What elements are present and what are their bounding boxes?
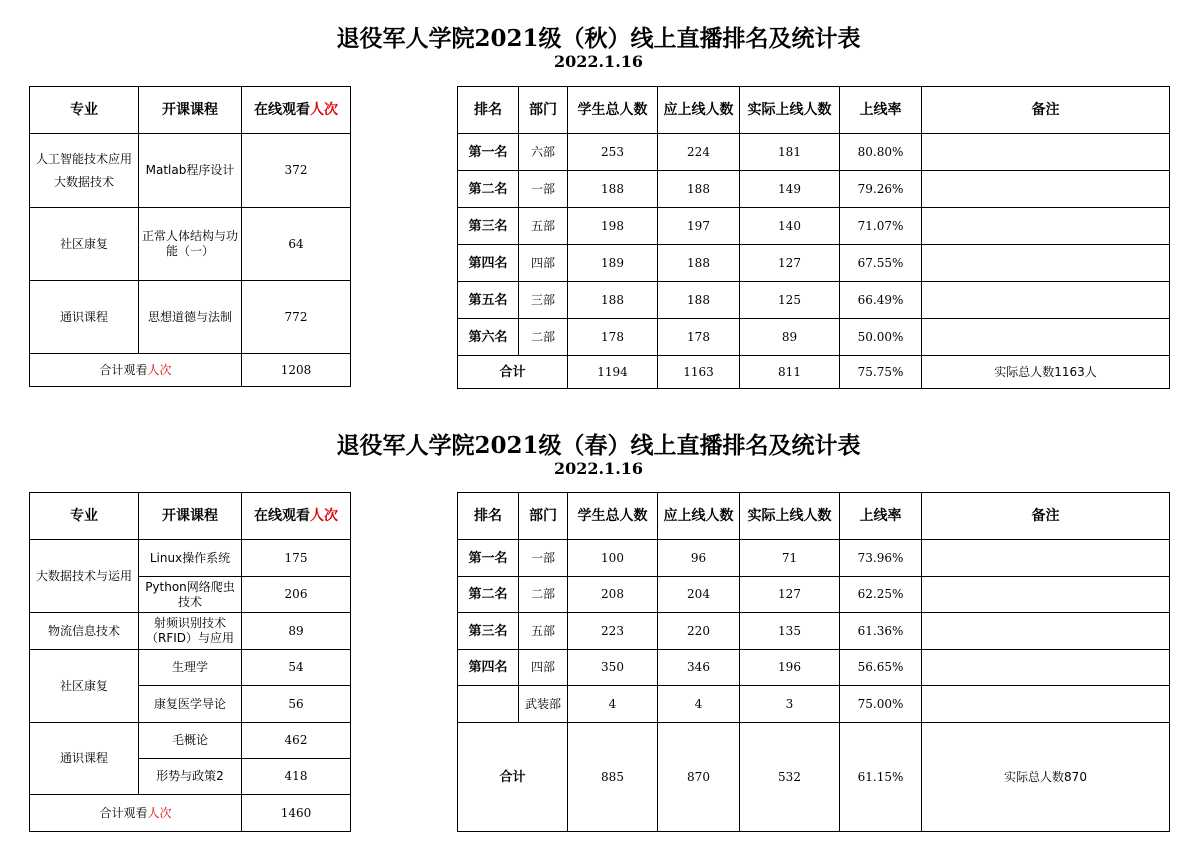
table-row bbox=[458, 208, 1170, 245]
rate-cell: 61.36% bbox=[840, 613, 922, 650]
actual-cell: 127 bbox=[740, 577, 840, 613]
students-cell: 100 bbox=[568, 540, 658, 577]
total-note: 实际总人数1163人 bbox=[922, 356, 1170, 389]
rate-cell: 62.25% bbox=[840, 577, 922, 613]
note-cell bbox=[922, 282, 1170, 319]
expected-cell: 96 bbox=[658, 540, 740, 577]
header-expected: 应上线人数 bbox=[658, 493, 740, 540]
total-students: 1194 bbox=[568, 356, 658, 389]
views-cell: 462 bbox=[242, 723, 351, 759]
views-cell: 418 bbox=[242, 759, 351, 795]
table-row bbox=[30, 613, 351, 650]
total-actual: 811 bbox=[740, 356, 840, 389]
rank-cell: 第一名 bbox=[458, 134, 519, 171]
dept-cell: 五部 bbox=[519, 613, 568, 650]
spring-course-table bbox=[29, 492, 351, 832]
header-views: 在线观看人次 bbox=[242, 87, 351, 134]
total-note: 实际总人数870 bbox=[922, 723, 1170, 832]
total-label: 合计 bbox=[458, 723, 568, 832]
total-expected: 870 bbox=[658, 723, 740, 832]
header-rate: 上线率 bbox=[840, 493, 922, 540]
actual-cell: 125 bbox=[740, 282, 840, 319]
table-row bbox=[458, 171, 1170, 208]
total-row bbox=[30, 354, 351, 387]
dept-cell: 四部 bbox=[519, 650, 568, 686]
dept-cell: 四部 bbox=[519, 245, 568, 282]
students-cell: 189 bbox=[568, 245, 658, 282]
actual-cell: 135 bbox=[740, 613, 840, 650]
students-cell: 223 bbox=[568, 613, 658, 650]
rank-cell: 第五名 bbox=[458, 282, 519, 319]
autumn-date: 2022.1.16 bbox=[553, 52, 644, 71]
students-cell: 188 bbox=[568, 171, 658, 208]
rank-cell: 第二名 bbox=[458, 171, 519, 208]
autumn-title: 退役军人学院2021级（秋）线上直播排名及统计表 bbox=[336, 25, 861, 52]
course-cell: 射频识别技术（RFID）与应用 bbox=[139, 613, 242, 650]
major-cell: 人工智能技术应用 大数据技术 bbox=[30, 134, 139, 208]
table-row bbox=[30, 281, 351, 354]
header-expected: 应上线人数 bbox=[658, 87, 740, 134]
spring-date: 2022.1.16 bbox=[553, 459, 644, 478]
total-row bbox=[458, 723, 1170, 832]
total-label: 合计 bbox=[458, 356, 568, 389]
table-row bbox=[458, 540, 1170, 577]
course-cell: Matlab程序设计 bbox=[139, 134, 242, 208]
spring-ranking-table bbox=[457, 492, 1170, 832]
actual-cell: 181 bbox=[740, 134, 840, 171]
course-cell: Linux操作系统 bbox=[139, 540, 242, 577]
header-views: 在线观看人次 bbox=[242, 493, 351, 540]
expected-cell: 188 bbox=[658, 282, 740, 319]
total-expected: 1163 bbox=[658, 356, 740, 389]
rank-cell: 第三名 bbox=[458, 208, 519, 245]
rate-cell: 56.65% bbox=[840, 650, 922, 686]
students-cell: 198 bbox=[568, 208, 658, 245]
header-actual: 实际上线人数 bbox=[740, 493, 840, 540]
table-row bbox=[458, 319, 1170, 356]
table-row bbox=[30, 650, 351, 686]
course-cell: 形势与政策2 bbox=[139, 759, 242, 795]
expected-cell: 188 bbox=[658, 171, 740, 208]
major-cell: 通识课程 bbox=[30, 281, 139, 354]
note-cell bbox=[922, 577, 1170, 613]
course-cell: 生理学 bbox=[139, 650, 242, 686]
total-students: 885 bbox=[568, 723, 658, 832]
students-cell: 188 bbox=[568, 282, 658, 319]
actual-cell: 127 bbox=[740, 245, 840, 282]
rate-cell: 79.26% bbox=[840, 171, 922, 208]
actual-cell: 89 bbox=[740, 319, 840, 356]
views-cell: 175 bbox=[242, 540, 351, 577]
actual-cell: 196 bbox=[740, 650, 840, 686]
note-cell bbox=[922, 319, 1170, 356]
table-row bbox=[458, 245, 1170, 282]
views-cell: 56 bbox=[242, 686, 351, 723]
total-row bbox=[458, 356, 1170, 389]
note-cell bbox=[922, 613, 1170, 650]
dept-cell: 一部 bbox=[519, 171, 568, 208]
table-row bbox=[458, 686, 1170, 723]
actual-cell: 149 bbox=[740, 171, 840, 208]
major-cell: 社区康复 bbox=[30, 208, 139, 281]
note-cell bbox=[922, 540, 1170, 577]
views-cell: 772 bbox=[242, 281, 351, 354]
rate-cell: 67.55% bbox=[840, 245, 922, 282]
course-cell: 思想道德与法制 bbox=[139, 281, 242, 354]
table-row bbox=[30, 723, 351, 759]
expected-cell: 346 bbox=[658, 650, 740, 686]
header-rate: 上线率 bbox=[840, 87, 922, 134]
note-cell bbox=[922, 208, 1170, 245]
course-cell: 毛概论 bbox=[139, 723, 242, 759]
students-cell: 178 bbox=[568, 319, 658, 356]
views-cell: 372 bbox=[242, 134, 351, 208]
total-label: 合计观看人次 bbox=[30, 795, 242, 832]
header-major: 专业 bbox=[30, 493, 139, 540]
total-views: 1460 bbox=[242, 795, 351, 832]
views-cell: 89 bbox=[242, 613, 351, 650]
dept-cell: 武装部 bbox=[519, 686, 568, 723]
table-row bbox=[458, 577, 1170, 613]
table-row bbox=[458, 650, 1170, 686]
total-views: 1208 bbox=[242, 354, 351, 387]
rate-cell: 50.00% bbox=[840, 319, 922, 356]
rank-cell: 第四名 bbox=[458, 650, 519, 686]
rate-cell: 66.49% bbox=[840, 282, 922, 319]
header-major: 专业 bbox=[30, 87, 139, 134]
expected-cell: 220 bbox=[658, 613, 740, 650]
major-cell: 大数据技术与运用 bbox=[30, 540, 139, 613]
note-cell bbox=[922, 134, 1170, 171]
rank-cell: 第六名 bbox=[458, 319, 519, 356]
students-cell: 208 bbox=[568, 577, 658, 613]
course-cell: Python网络爬虫技术 bbox=[139, 577, 242, 613]
dept-cell: 一部 bbox=[519, 540, 568, 577]
expected-cell: 4 bbox=[658, 686, 740, 723]
dept-cell: 二部 bbox=[519, 577, 568, 613]
header-rank: 排名 bbox=[458, 87, 519, 134]
autumn-ranking-table bbox=[457, 86, 1170, 389]
header-rank: 排名 bbox=[458, 493, 519, 540]
header-dept: 部门 bbox=[519, 493, 568, 540]
table-row bbox=[458, 613, 1170, 650]
header-note: 备注 bbox=[922, 493, 1170, 540]
expected-cell: 224 bbox=[658, 134, 740, 171]
table-row bbox=[458, 134, 1170, 171]
table-row bbox=[30, 540, 351, 577]
rate-cell: 75.00% bbox=[840, 686, 922, 723]
actual-cell: 3 bbox=[740, 686, 840, 723]
rank-cell: 第四名 bbox=[458, 245, 519, 282]
spring-title: 退役军人学院2021级（春）线上直播排名及统计表 bbox=[336, 432, 861, 459]
rank-cell: 第一名 bbox=[458, 540, 519, 577]
students-cell: 350 bbox=[568, 650, 658, 686]
table-row bbox=[30, 208, 351, 281]
rank-cell: 第三名 bbox=[458, 613, 519, 650]
autumn-course-table bbox=[29, 86, 351, 387]
total-actual: 532 bbox=[740, 723, 840, 832]
header-note: 备注 bbox=[922, 87, 1170, 134]
note-cell bbox=[922, 686, 1170, 723]
students-cell: 253 bbox=[568, 134, 658, 171]
total-rate: 61.15% bbox=[840, 723, 922, 832]
header-students: 学生总人数 bbox=[568, 87, 658, 134]
views-cell: 54 bbox=[242, 650, 351, 686]
table-row bbox=[30, 134, 351, 208]
total-row bbox=[30, 795, 351, 832]
header-course: 开课课程 bbox=[139, 87, 242, 134]
views-cell: 64 bbox=[242, 208, 351, 281]
rank-cell: 第二名 bbox=[458, 577, 519, 613]
note-cell bbox=[922, 650, 1170, 686]
dept-cell: 二部 bbox=[519, 319, 568, 356]
views-cell: 206 bbox=[242, 577, 351, 613]
students-cell: 4 bbox=[568, 686, 658, 723]
rate-cell: 71.07% bbox=[840, 208, 922, 245]
course-cell: 正常人体结构与功能（一） bbox=[139, 208, 242, 281]
total-rate: 75.75% bbox=[840, 356, 922, 389]
expected-cell: 188 bbox=[658, 245, 740, 282]
total-label: 合计观看人次 bbox=[30, 354, 242, 387]
note-cell bbox=[922, 245, 1170, 282]
header-course: 开课课程 bbox=[139, 493, 242, 540]
major-cell: 物流信息技术 bbox=[30, 613, 139, 650]
rate-cell: 80.80% bbox=[840, 134, 922, 171]
dept-cell: 六部 bbox=[519, 134, 568, 171]
course-cell: 康复医学导论 bbox=[139, 686, 242, 723]
expected-cell: 204 bbox=[658, 577, 740, 613]
rank-cell bbox=[458, 686, 519, 723]
note-cell bbox=[922, 171, 1170, 208]
major-cell: 社区康复 bbox=[30, 650, 139, 723]
dept-cell: 五部 bbox=[519, 208, 568, 245]
dept-cell: 三部 bbox=[519, 282, 568, 319]
actual-cell: 140 bbox=[740, 208, 840, 245]
actual-cell: 71 bbox=[740, 540, 840, 577]
table-row bbox=[458, 282, 1170, 319]
major-cell: 通识课程 bbox=[30, 723, 139, 795]
header-dept: 部门 bbox=[519, 87, 568, 134]
header-students: 学生总人数 bbox=[568, 493, 658, 540]
expected-cell: 197 bbox=[658, 208, 740, 245]
expected-cell: 178 bbox=[658, 319, 740, 356]
rate-cell: 73.96% bbox=[840, 540, 922, 577]
header-actual: 实际上线人数 bbox=[740, 87, 840, 134]
